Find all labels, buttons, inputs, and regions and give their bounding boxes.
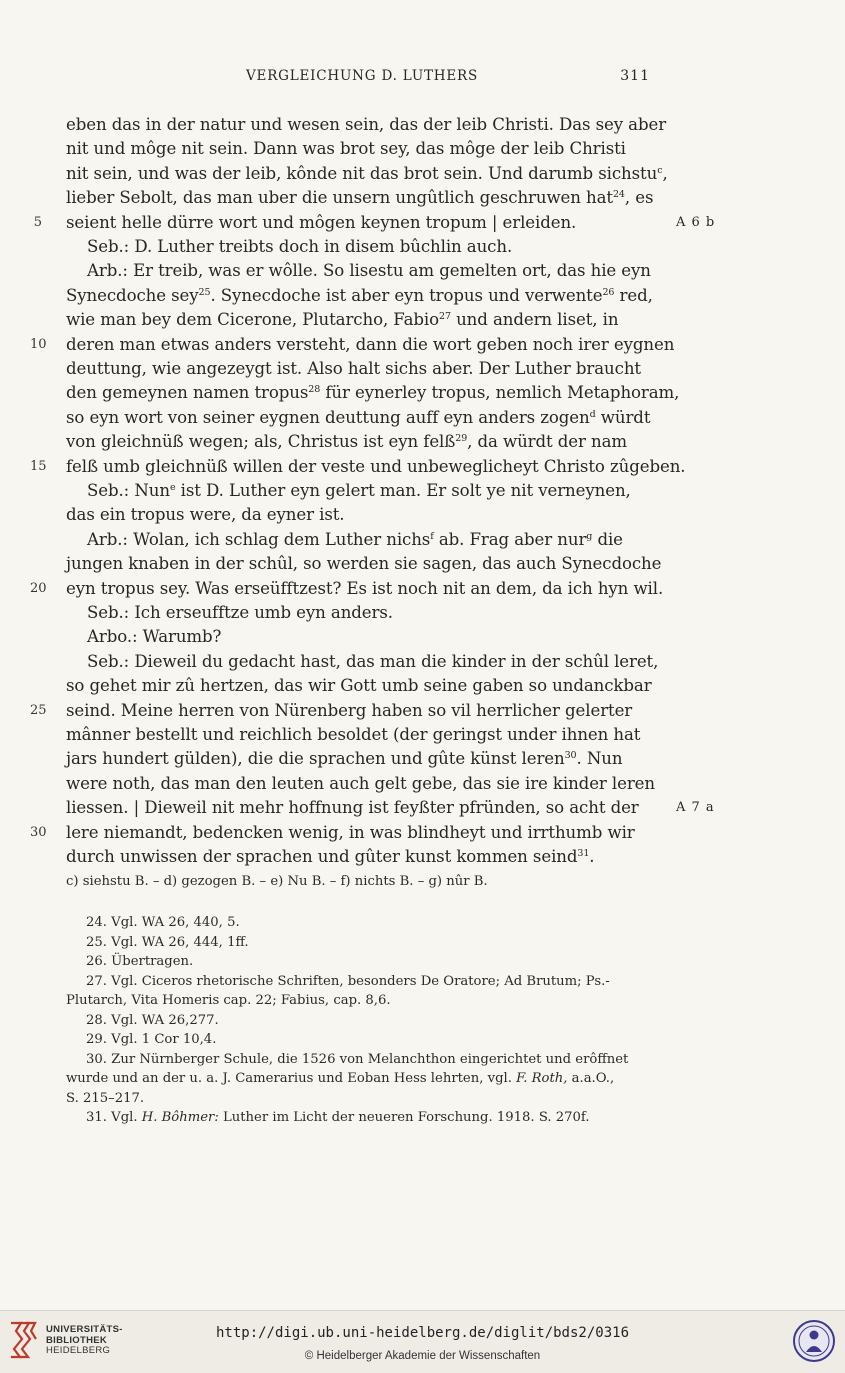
text-line: felß umb gleichnüß willen der veste und unbeweglicheyt Christo zûgeben. [66, 456, 686, 476]
text-line: von gleichnüß wegen; als, Christus ist eyn felß$^{29}$, da würdt der nam [66, 432, 628, 452]
text-line: seind. Meine herren von Nürenberg haben so vil herrlicher gelerter [66, 700, 633, 720]
permalink[interactable]: http://digi.ub.uni-heidelberg.de/diglit/bds2/0316 [215, 1325, 629, 1341]
text-line: seient helle dürre wort und môgen keynen tropum | erleiden. [66, 212, 577, 232]
text-line: deren man etwas anders versteht, dann die wort geben noch irer eygnen [66, 334, 675, 354]
text-line: so gehet mir zû hertzen, das wir Gott umb seine gaben so undanckbar [66, 676, 652, 696]
text-line: eben das in der natur und wesen sein, das der leib Christi. Das sey aber [66, 115, 667, 134]
text-line: so eyn wort von seiner eygnen deuttung auff eyn anders zogen$^d$ würdt [66, 407, 651, 427]
page-header [66, 68, 650, 90]
text-line: wie man bey dem Cicerone, Plutarcho, Fabio$^{27}$ und andern liset, in [66, 310, 619, 330]
text-line: nit und môge nit sein. Dann was brot sey, das môge der leib Christi [66, 139, 626, 159]
text-line: were noth, das man den leuten auch gelt gebe, das sie ire kinder leren [66, 773, 655, 793]
text-line: den gemeynen namen tropus$^{28}$ für eynerley tropus, nemlich Metaphoram, [66, 383, 680, 403]
text-line: durch unwissen der sprachen und gûter kunst kommen seind$^{31}$. [66, 847, 595, 866]
footnote: 27. Vgl. Ciceros rhetorische Schriften, besonders De Oratore; Ad Brutum; Ps.- [86, 973, 610, 989]
footnote: 24. Vgl. WA 26, 440, 5. [86, 915, 240, 930]
text-line: Synecdoche sey$^{25}$. Synecdoche ist aber eyn tropus und verwente$^{26}$ red, [66, 285, 653, 305]
text-line: lere niemandt, bedencken wenig, in was blindheyt und irrthumb wir [66, 822, 635, 842]
line-number: 20 [30, 580, 47, 596]
text-line: liessen. | Dieweil nit mehr hoffnung ist feyßter pfründen, so acht der [66, 798, 639, 818]
folio-marker: A 7 a [676, 800, 715, 816]
academy-seal-icon [792, 1319, 836, 1363]
footnote: 26. Übertragen. [86, 954, 194, 969]
text-line: Seb.: D. Luther treibts doch in disem bûchlin auch. [87, 237, 513, 256]
line-number: 25 [30, 702, 47, 718]
line-number: 5 [33, 214, 42, 230]
text-line: Seb.: Dieweil du gedacht hast, das man die kinder in der schûl leret, [87, 651, 659, 671]
critical-apparatus: c) siehstu B. – d) gezogen B. – e) Nu B. – f) nichts B. – g) nûr B. [66, 874, 488, 889]
text-line: Arbo.: Warumb? [87, 627, 222, 647]
line-number: 30 [30, 824, 47, 840]
footnote: 29. Vgl. 1 Cor 10,4. [86, 1032, 217, 1047]
viewer-footer [0, 1310, 845, 1373]
text-line: Arb.: Wolan, ich schlag dem Luther nichs$^f$ ab. Frag aber nur$^g$ die [87, 529, 623, 549]
text-line: das ein tropus were, da eyner ist. [66, 505, 345, 525]
page-number: 311 [620, 68, 650, 84]
text-line: jars hundert gülden), die die sprachen und gûte künst leren$^{30}$. Nun [66, 749, 623, 769]
folio-marker: A 6 b [676, 214, 716, 230]
footnote: Plutarch, Vita Homeris cap. 22; Fabius, cap. 8,6. [66, 993, 391, 1008]
line-number: 15 [30, 458, 47, 474]
text-line: deuttung, wie angezeygt ist. Also halt sichs aber. Der Luther braucht [66, 359, 641, 378]
text-line: jungen knaben in der schûl, so werden sie sagen, das auch Synecdoche [66, 554, 662, 574]
text-line: mânner bestellt und reichlich besoldet (der geringst under ihnen hat [66, 725, 641, 744]
line-number: 10 [30, 336, 47, 352]
footnote: 30. Zur Nürnberger Schule, die 1526 von Melanchthon eingerichtet und erôffnet [86, 1051, 629, 1067]
text-line: eyn tropus sey. Was erseüfftzest? Es ist noch nit an dem, da ich hyn wil. [66, 578, 664, 598]
text-line: lieber Sebolt, das man uber die unsern ungûtlich geschruwen hat$^{24}$, es [66, 188, 654, 208]
running-title: VERGLEICHUNG D. LUTHERS [246, 68, 479, 84]
footnote: 31. Vgl. H. Bôhmer: Luther im Licht der neueren Forschung. 1918. S. 270f. [86, 1110, 590, 1125]
footnote: S. 215–217. [66, 1090, 145, 1106]
footnote: wurde und an der u. a. J. Camerarius und Eoban Hess lehrten, vgl. F. Roth, a.a.O., [66, 1071, 615, 1086]
text-line: Seb.: Ich erseufftze umb eyn anders. [87, 603, 393, 622]
text-line: Seb.: Nun$^e$ ist D. Luther eyn gelert man. Er solt ye nit verneynen, [87, 481, 631, 500]
footnote: 28. Vgl. WA 26,277. [86, 1012, 219, 1028]
text-line: Arb.: Er treib, was er wôlle. So lisestu am gemelten ort, das hie eyn [87, 261, 651, 281]
text-line: nit sein, und was der leib, kônde nit das brot sein. Und darumb sichstu$^c$, [66, 163, 668, 183]
copyright-notice: © Heidelberger Akademie der Wissenschaften [304, 1350, 541, 1362]
footnote: 25. Vgl. WA 26, 444, 1ff. [86, 934, 249, 950]
library-name: UNIVERSITÄTS- BIBLIOTHEK HEIDELBERG [46, 1324, 123, 1356]
footnotes [66, 913, 650, 1128]
